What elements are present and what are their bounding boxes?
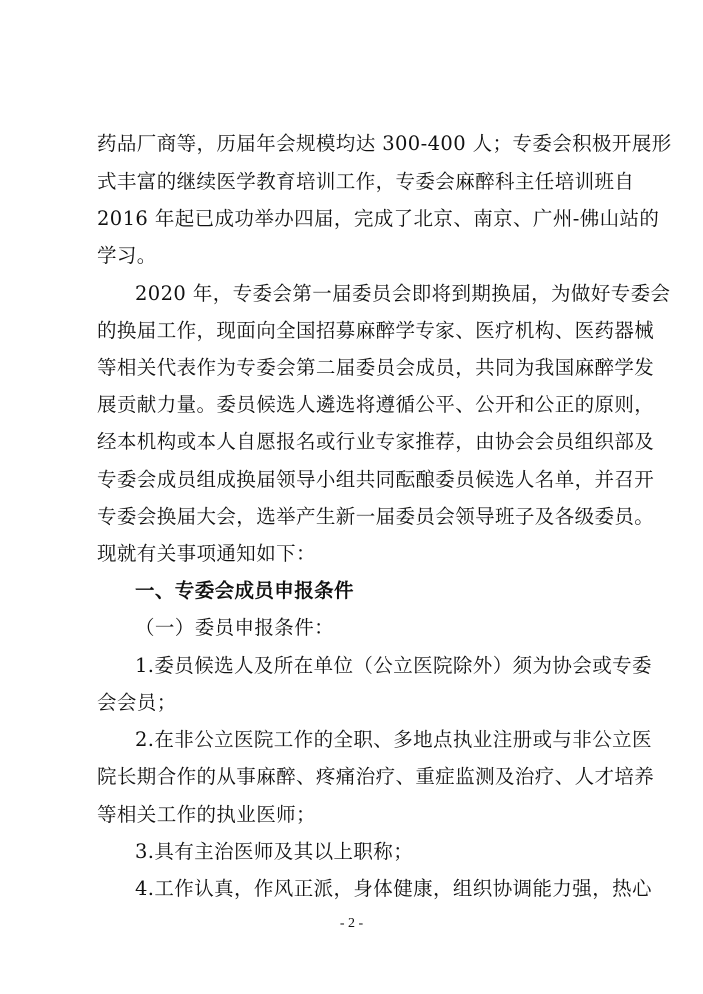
paragraph-line: 展贡献力量。委员候选人遴选将遵循公平、公开和公正的原则， — [97, 393, 655, 416]
paragraph-line: 的换届工作，现面向全国招募麻醉学专家、医疗机构、医药器械 — [97, 319, 655, 342]
list-item-line: 3.具有主治医师及其以上职称； — [135, 840, 414, 863]
subsection-heading: （一）委员申报条件： — [135, 616, 335, 639]
paragraph-line: 2016 年起已成功举办四届，完成了北京、南京、广州-佛山站的 — [97, 207, 660, 230]
list-item-line: 会会员； — [97, 691, 177, 714]
paragraph-line: 专委会换届大会，选举产生新一届委员会领导班子及各级委员。 — [97, 505, 655, 528]
paragraph-line: 现就有关事项通知如下： — [97, 542, 316, 565]
paragraph-line: 2020 年，专委会第一届委员会即将到期换届，为做好专委会 — [135, 282, 671, 305]
list-item-line: 4.工作认真，作风正派，身体健康，组织协调能力强，热心 — [135, 877, 652, 900]
paragraph-line: 药品厂商等，历届年会规模均达 300-400 人；专委会积极开展形 — [97, 132, 672, 155]
paragraph-line: 专委会成员组成换届领导小组共同酝酿委员候选人名单，并召开 — [97, 468, 655, 491]
list-item-line: 2.在非公立医院工作的全职、多地点执业注册或与非公立医 — [135, 728, 652, 751]
list-item-line: 院长期合作的从事麻醉、疼痛治疗、重症监测及治疗、人才培养 — [97, 765, 655, 788]
list-item-line: 1.委员候选人及所在单位（公立医院除外）须为协会或专委 — [135, 654, 652, 677]
page-number: - 2 - — [339, 916, 364, 931]
paragraph-line: 经本机构或本人自愿报名或行业专家推荐，由协会会员组织部及 — [97, 430, 655, 453]
paragraph-line: 学习。 — [97, 244, 157, 267]
paragraph-line: 式丰富的继续医学教育培训工作，专委会麻醉科主任培训班自 — [97, 170, 635, 193]
section-heading: 一、专委会成员申报条件 — [135, 579, 354, 602]
list-item-line: 等相关工作的执业医师； — [97, 803, 316, 826]
paragraph-line: 等相关代表作为专委会第二届委员会成员，共同为我国麻醉学发 — [97, 356, 655, 379]
